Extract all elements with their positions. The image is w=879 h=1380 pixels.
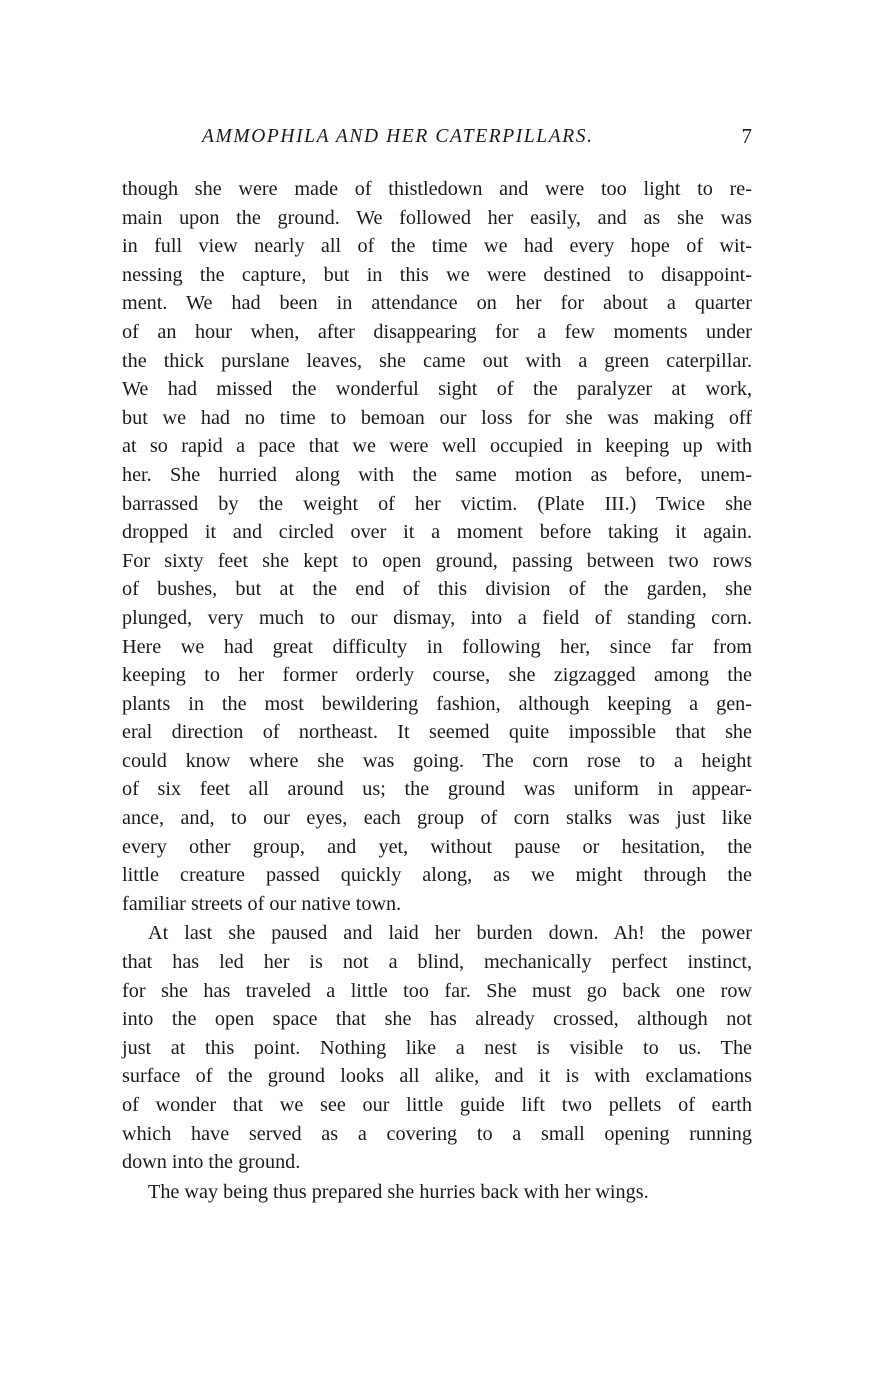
text-line: main upon the ground. We followed her easily, and as she was [122, 206, 752, 229]
body-text [122, 175, 752, 1206]
text-line: nessing the capture, but in this we were destined to disappoint- [122, 263, 752, 286]
paragraph-3 [122, 1178, 752, 1207]
text-line: her. She hurried along with the same motion as before, unem- [122, 463, 752, 486]
text-line: of an hour when, after disappearing for a few moments under [122, 320, 752, 343]
text-line: of six feet all around us; the ground was uniform in appear- [122, 778, 752, 801]
text-line: The way being thus prepared she hurries back with her wings. [148, 1180, 649, 1203]
text-line: into the open space that she has already crossed, although not [122, 1008, 752, 1031]
text-line: of bushes, but at the end of this division of the garden, she [122, 578, 752, 601]
paragraph-2 [122, 919, 752, 1176]
text-line: dropped it and circled over it a moment before taking it again. [122, 521, 752, 544]
text-line: every other group, and yet, without pause or hesitation, the [122, 835, 752, 858]
running-head [122, 126, 752, 156]
text-line: plants in the most bewildering fashion, although keeping a gen- [122, 692, 752, 715]
text-line: in full view nearly all of the time we had every hope of wit- [122, 235, 752, 258]
text-line: the thick purslane leaves, she came out with a green caterpillar. [122, 349, 752, 372]
paragraph-1 [122, 175, 752, 918]
text-line: down into the ground. [122, 1151, 301, 1174]
text-line: just at this point. Nothing like a nest is visible to us. The [122, 1036, 752, 1059]
page-number: 7 [741, 124, 752, 148]
running-title: AMMOPHILA AND HER CATERPILLARS. [202, 126, 594, 147]
text-line: eral direction of northeast. It seemed quite impossible that she [122, 721, 752, 744]
text-line: For sixty feet she kept to open ground, passing between two rows [122, 549, 752, 572]
text-line: ance, and, to our eyes, each group of corn stalks was just like [122, 807, 752, 830]
text-line: that has led her is not a blind, mechanically perfect instinct, [122, 951, 752, 974]
text-line: Here we had great difficulty in following her, since far from [122, 635, 752, 658]
text-line: though she were made of thistledown and were too light to re- [122, 178, 752, 200]
text-line: could know where she was going. The corn rose to a height [122, 749, 752, 772]
text-line: ment. We had been in attendance on her for about a quarter [122, 292, 752, 315]
text-line: We had missed the wonderful sight of the paralyzer at work, [122, 378, 752, 401]
text-line: little creature passed quickly along, as we might through the [122, 864, 752, 887]
text-line: barrassed by the weight of her victim. (Plate III.) Twice she [122, 492, 752, 515]
text-line: keeping to her former orderly course, she zigzagged among the [122, 664, 752, 687]
text-line: but we had no time to bemoan our loss for she was making off [122, 406, 752, 429]
text-line: At last she paused and laid her burden down. Ah! the power [148, 922, 752, 945]
text-line: surface of the ground looks all alike, and it is with exclamations [122, 1065, 752, 1088]
text-line: which have served as a covering to a small opening running [122, 1122, 752, 1145]
text-line: at so rapid a pace that we were well occupied in keeping up with [122, 435, 752, 458]
text-line: of wonder that we see our little guide lift two pellets of earth [122, 1094, 752, 1116]
text-line: familiar streets of our native town. [122, 892, 402, 915]
text-line: for she has traveled a little too far. She must go back one row [122, 979, 752, 1002]
text-line: plunged, very much to our dismay, into a field of standing corn. [122, 606, 752, 629]
